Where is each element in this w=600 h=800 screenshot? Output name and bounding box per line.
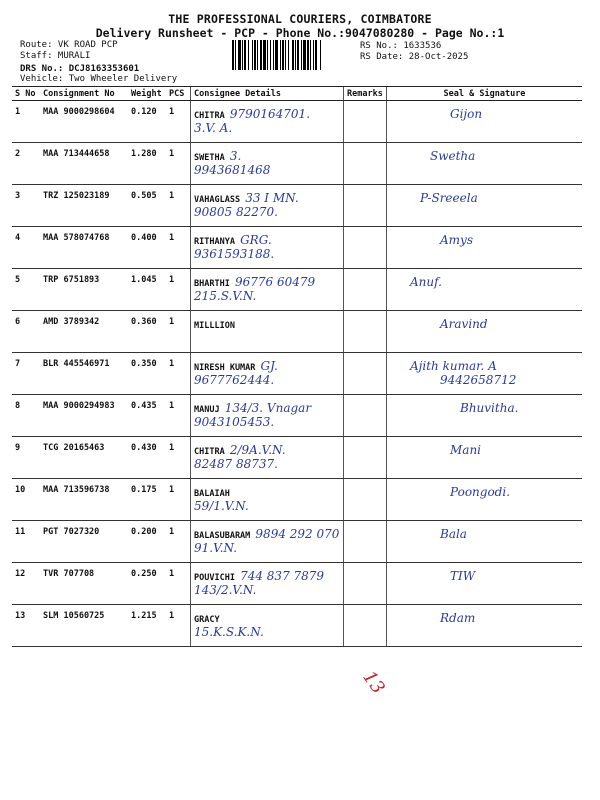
consignee-name: CHITRA — [194, 447, 225, 457]
cell-remarks — [344, 311, 387, 353]
col-header-pcs: PCS — [166, 87, 191, 101]
cell-sno: 4 — [12, 227, 40, 269]
cell-consignee — [191, 437, 344, 479]
col-header-remarks: Remarks — [344, 87, 387, 101]
vehicle-label: Vehicle: Two Wheeler Delivery — [20, 74, 178, 84]
cell-consignee — [191, 563, 344, 605]
handwritten-note: 96776 60479 — [234, 275, 316, 289]
rs-date: RS Date: 28-Oct-2025 — [360, 52, 469, 62]
signature: Poongodi. — [450, 485, 511, 499]
cell-weight: 0.400 — [128, 227, 166, 269]
signature: Bhuvitha. — [460, 401, 519, 415]
cell-signature — [387, 353, 583, 395]
cell-remarks — [344, 185, 387, 227]
consignee-name: MILLLION — [194, 321, 235, 331]
col-header-consignment: Consignment No — [40, 87, 128, 101]
cell-weight: 0.350 — [128, 353, 166, 395]
cell-pcs: 1 — [166, 479, 191, 521]
cell-consignment-no: AMD 3789342 — [40, 311, 128, 353]
rs-number: RS No.: 1633536 — [360, 41, 442, 51]
drs-number: DRS No.: DCJ8163353601 — [20, 64, 140, 74]
handwritten-address: 9677762444. — [194, 373, 275, 387]
cell-signature — [387, 479, 583, 521]
handwritten-address: 15.K.S.K.N. — [194, 625, 264, 639]
cell-pcs: 1 — [166, 437, 191, 479]
cell-consignment-no: MAA 9000298604 — [40, 101, 128, 143]
cell-consignee — [191, 227, 344, 269]
cell-weight: 0.360 — [128, 311, 166, 353]
cell-signature — [387, 101, 583, 143]
handwritten-address: 143/2.V.N. — [194, 583, 257, 597]
handwritten-note: 9894 292 070 — [255, 527, 340, 541]
cell-consignment-no: PGT 7027320 — [40, 521, 128, 563]
cell-weight: 1.045 — [128, 269, 166, 311]
consignee-name: SWETHA — [194, 153, 225, 163]
handwritten-note: 134/3. Vnagar — [224, 401, 312, 415]
handwritten-note: 744 837 7879 — [240, 569, 325, 583]
handwritten-address: 9043105453. — [194, 415, 275, 429]
cell-consignee — [191, 311, 344, 353]
col-header-signature: Seal & Signature — [387, 87, 583, 101]
cell-consignment-no: TCG 20165463 — [40, 437, 128, 479]
cell-weight: 0.505 — [128, 185, 166, 227]
cell-consignee — [191, 521, 344, 563]
table-row — [12, 185, 582, 227]
cell-remarks — [344, 479, 387, 521]
cell-consignment-no: SLM 10560725 — [40, 605, 128, 647]
cell-weight: 0.430 — [128, 437, 166, 479]
cell-pcs: 1 — [166, 101, 191, 143]
cell-remarks — [344, 437, 387, 479]
table-row — [12, 101, 582, 143]
cell-consignment-no: TRZ 125023189 — [40, 185, 128, 227]
route-label: Route: VK ROAD PCP — [20, 40, 118, 50]
cell-consignment-no: TVR 707708 — [40, 563, 128, 605]
cell-pcs: 1 — [166, 143, 191, 185]
cell-sno: 8 — [12, 395, 40, 437]
signature: Anuf. — [410, 275, 442, 289]
cell-signature — [387, 227, 583, 269]
cell-pcs: 1 — [166, 269, 191, 311]
cell-pcs: 1 — [166, 227, 191, 269]
cell-remarks — [344, 605, 387, 647]
consignee-name: CHITRA — [194, 111, 225, 121]
table-row — [12, 437, 582, 479]
runsheet-subtitle: Delivery Runsheet - PCP - Phone No.:9047080280 - Page No.:1 — [95, 26, 505, 40]
cell-weight: 0.200 — [128, 521, 166, 563]
signature: Swetha — [430, 149, 476, 163]
consignee-name: MANUJ — [194, 405, 220, 415]
handwritten-address: 215.S.V.N. — [194, 289, 257, 303]
signature: TIW — [450, 569, 476, 583]
col-header-consignee: Consignee Details — [191, 87, 344, 101]
cell-sno: 3 — [12, 185, 40, 227]
handwritten-note: 3. — [229, 149, 242, 163]
cell-signature — [387, 269, 583, 311]
cell-sno: 1 — [12, 101, 40, 143]
consignee-name: GRACY — [194, 615, 220, 625]
cell-pcs: 1 — [166, 563, 191, 605]
cell-signature — [387, 521, 583, 563]
cell-signature — [387, 185, 583, 227]
handwritten-note: GRG. — [240, 233, 272, 247]
signature: Aravind — [440, 317, 488, 331]
consignee-name: RITHANYA — [194, 237, 235, 247]
cell-pcs: 1 — [166, 395, 191, 437]
table-row — [12, 479, 582, 521]
cell-consignee — [191, 605, 344, 647]
cell-consignee — [191, 479, 344, 521]
signature: Ajith kumar. A — [410, 359, 497, 373]
cell-sno: 5 — [12, 269, 40, 311]
handwritten-address: 90805 82270. — [194, 205, 278, 219]
cell-pcs: 1 — [166, 185, 191, 227]
cell-sno: 10 — [12, 479, 40, 521]
cell-remarks — [344, 101, 387, 143]
cell-remarks — [344, 353, 387, 395]
cell-consignment-no: TRP 6751893 — [40, 269, 128, 311]
table-row — [12, 227, 582, 269]
cell-weight: 0.120 — [128, 101, 166, 143]
staff-label: Staff: MURALI — [20, 51, 91, 61]
cell-sno: 6 — [12, 311, 40, 353]
cell-consignment-no: MAA 713596738 — [40, 479, 128, 521]
cell-signature — [387, 143, 583, 185]
cell-sno: 7 — [12, 353, 40, 395]
table-header-row — [12, 87, 582, 101]
barcode-image — [232, 40, 356, 70]
handwritten-address: 82487 88737. — [194, 457, 278, 471]
consignee-name: BALAIAH — [194, 489, 230, 499]
signature: P-Sreeela — [420, 191, 478, 205]
handwritten-address: 9361593188. — [194, 247, 275, 261]
consignee-name: BHARTHI — [194, 279, 230, 289]
cell-signature — [387, 311, 583, 353]
signature: Amys — [440, 233, 473, 247]
handwritten-address: 91.V.N. — [194, 541, 238, 555]
table-row — [12, 605, 582, 647]
handwritten-address: 9943681468 — [194, 163, 271, 177]
cell-signature — [387, 395, 583, 437]
cell-pcs: 1 — [166, 311, 191, 353]
total-count-mark: 13 — [358, 667, 389, 698]
cell-pcs: 1 — [166, 353, 191, 395]
cell-sno: 12 — [12, 563, 40, 605]
cell-signature — [387, 563, 583, 605]
table-row — [12, 395, 582, 437]
consignee-name: NIRESH KUMAR — [194, 363, 256, 373]
cell-remarks — [344, 143, 387, 185]
cell-remarks — [344, 227, 387, 269]
table-row — [12, 563, 582, 605]
table-row — [12, 353, 582, 395]
cell-signature — [387, 605, 583, 647]
cell-weight: 1.280 — [128, 143, 166, 185]
table-row — [12, 311, 582, 353]
handwritten-note: 33 I MN. — [245, 191, 299, 205]
handwritten-address: 59/1.V.N. — [194, 499, 249, 513]
table-row — [12, 269, 582, 311]
table-row — [12, 521, 582, 563]
cell-weight: 0.250 — [128, 563, 166, 605]
consignee-name: VAHAGLASS — [194, 195, 241, 205]
signature: Mani — [450, 443, 482, 457]
cell-consignee — [191, 269, 344, 311]
cell-sno: 11 — [12, 521, 40, 563]
cell-remarks — [344, 521, 387, 563]
cell-consignment-no: BLR 445546971 — [40, 353, 128, 395]
cell-sno: 9 — [12, 437, 40, 479]
cell-sno: 2 — [12, 143, 40, 185]
cell-weight: 0.175 — [128, 479, 166, 521]
cell-remarks — [344, 269, 387, 311]
cell-consignee — [191, 395, 344, 437]
cell-consignment-no: MAA 578074768 — [40, 227, 128, 269]
cell-pcs: 1 — [166, 605, 191, 647]
handwritten-note: 2/9A.V.N. — [229, 443, 286, 457]
cell-signature — [387, 437, 583, 479]
col-header-sno: S No — [12, 87, 40, 101]
cell-remarks — [344, 563, 387, 605]
cell-pcs: 1 — [166, 521, 191, 563]
company-title: THE PROFESSIONAL COURIERS, COIMBATORE — [168, 12, 432, 26]
runsheet-table — [12, 86, 582, 647]
handwritten-address: 3.V. A. — [194, 121, 233, 135]
signature: Bala — [440, 527, 467, 541]
cell-weight: 1.215 — [128, 605, 166, 647]
col-header-weight: Weight — [128, 87, 166, 101]
consignee-name: BALASUBARAM — [194, 531, 251, 541]
cell-consignment-no: MAA 713444658 — [40, 143, 128, 185]
table-row — [12, 143, 582, 185]
handwritten-note: GJ. — [260, 359, 278, 373]
handwritten-note: 9790164701. — [229, 107, 311, 121]
cell-consignee — [191, 143, 344, 185]
cell-weight: 0.435 — [128, 395, 166, 437]
signature: Gijon — [450, 107, 483, 121]
cell-consignee — [191, 185, 344, 227]
cell-consignee — [191, 101, 344, 143]
cell-remarks — [344, 395, 387, 437]
signature: Rdam — [440, 611, 476, 625]
consignee-name: POUVICHI — [194, 573, 235, 583]
signature-phone: 9442658712 — [440, 373, 517, 387]
cell-consignment-no: MAA 9000294983 — [40, 395, 128, 437]
cell-sno: 13 — [12, 605, 40, 647]
cell-consignee — [191, 353, 344, 395]
